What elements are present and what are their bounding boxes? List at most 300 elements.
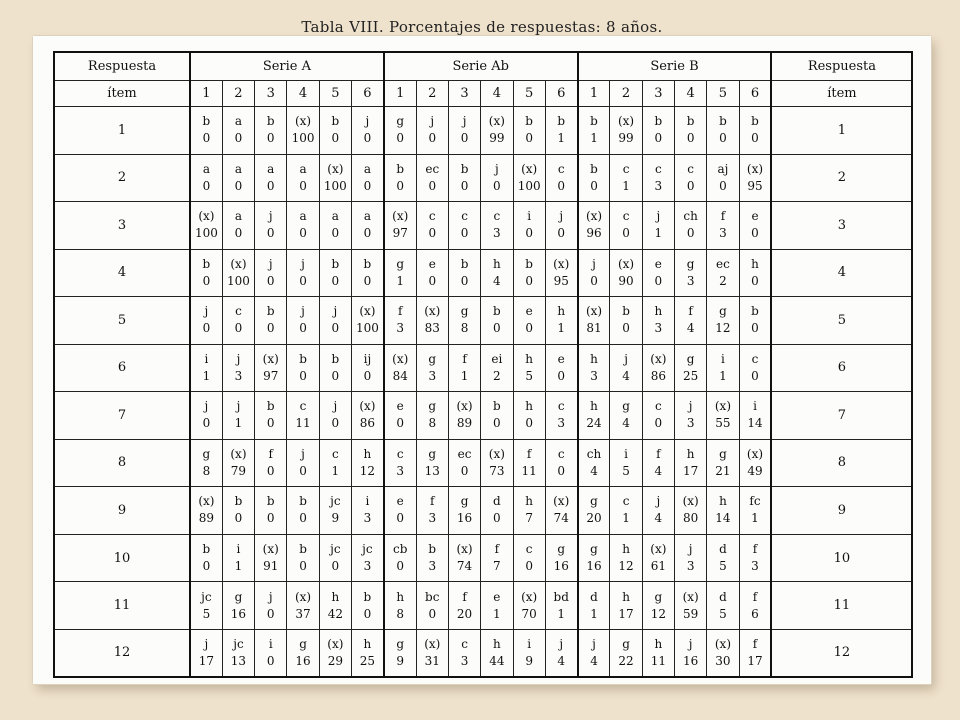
response-percent: 49 [747,463,763,478]
response-cell [319,582,351,630]
response-percent: 5 [202,606,211,621]
response-cell [642,439,674,487]
response-cell [351,534,383,582]
response-letter: (x) [230,446,247,461]
response-percent: 1 [557,321,566,336]
response-percent: 96 [586,226,602,241]
response-letter: j [559,636,564,651]
response-letter: h [557,304,566,319]
response-percent: 7 [493,559,501,574]
response-cell [416,392,448,440]
response-cell [222,154,254,202]
response-percent: 17 [618,606,634,621]
response-percent: 0 [751,368,759,383]
response-cell [675,202,707,250]
response-letter: j [333,304,338,319]
response-cell [416,297,448,345]
response-cell [448,582,480,630]
response-cell [707,249,739,297]
response-letter: h [622,589,630,604]
response-percent: 0 [460,273,469,288]
table-row [54,439,912,487]
response-letter: f [430,494,435,509]
response-percent: 1 [557,131,566,146]
item-number: 3 [642,80,674,106]
response-cell [578,202,610,250]
response-cell [578,154,610,202]
response-percent: 4 [493,273,501,288]
item-label-left: ítem [54,80,190,106]
series-header-row [54,52,912,80]
response-letter: j [656,494,661,509]
response-letter: h [590,399,598,414]
table-row [54,154,912,202]
response-letter: (x) [714,399,732,414]
response-letter: h [686,446,695,461]
response-letter: j [624,351,628,366]
response-letter: f [752,589,758,604]
response-letter: e [396,399,404,414]
response-letter: j [301,256,305,271]
response-letter: (x) [617,114,635,129]
response-cell [545,202,577,250]
response-letter: (x) [553,494,570,509]
response-cell [675,629,707,677]
item-number: 5 [319,80,351,106]
response-cell [319,439,351,487]
response-percent: 0 [751,273,759,288]
response-cell [384,154,416,202]
response-cell [255,629,287,677]
response-letter: f [720,209,726,224]
response-percent: 4 [654,463,663,478]
response-letter: b [751,114,759,129]
response-cell [448,106,480,154]
response-percent: 3 [719,226,727,241]
response-percent: 0 [234,321,243,336]
response-letter: j [592,256,596,271]
response-letter: b [590,114,598,129]
response-percent: 17 [747,653,763,668]
response-percent: 80 [683,511,699,526]
response-cell [448,629,480,677]
response-percent: 25 [359,653,376,668]
response-percent: 100 [517,178,541,193]
response-cell [481,154,513,202]
response-cell [351,249,383,297]
response-letter: ei [491,351,503,366]
response-percent: 8 [428,416,437,431]
response-cell [384,344,416,392]
response-cell [481,344,513,392]
response-percent: 0 [396,559,405,574]
response-cell [255,154,287,202]
response-letter: j [656,209,661,224]
response-percent: 0 [719,131,727,146]
response-cell [351,154,383,202]
response-letter: (x) [650,542,667,557]
row-item-number-left: 7 [54,392,190,440]
response-percent: 13 [230,653,247,668]
response-cell [578,439,610,487]
response-percent: 0 [331,416,340,431]
response-cell [707,344,739,392]
response-percent: 84 [392,368,408,383]
response-letter: c [331,446,339,461]
response-percent: 0 [654,416,663,431]
response-percent: 4 [557,653,566,668]
response-cell [416,534,448,582]
response-cell [642,106,674,154]
response-letter: cb [393,542,408,557]
response-letter: c [622,161,630,176]
response-cell [416,106,448,154]
response-letter: (x) [262,542,279,557]
response-cell [287,487,319,535]
response-percent: 0 [331,273,340,288]
response-percent: 4 [654,511,663,526]
response-cell [578,392,610,440]
response-letter: e [654,256,662,271]
response-percent: 0 [266,653,275,668]
response-percent: 0 [493,178,501,193]
series-a-header: Serie A [190,52,384,80]
response-cell [610,392,642,440]
response-letter: (x) [294,589,312,604]
response-cell [255,582,287,630]
response-percent: 97 [392,226,408,241]
item-number: 6 [739,80,771,106]
response-letter: h [396,589,405,604]
response-percent: 3 [654,178,663,193]
response-letter: g [234,589,243,604]
response-percent: 74 [553,511,569,526]
response-letter: c [622,494,630,509]
row-item-number-right: 9 [771,487,912,535]
response-letter: e [493,589,501,604]
response-cell [255,249,287,297]
response-cell [739,154,771,202]
response-letter: j [365,114,370,129]
response-table [53,51,913,678]
response-letter: b [460,161,469,176]
response-cell [610,487,642,535]
response-letter: i [624,446,628,461]
response-percent: 3 [686,559,695,574]
response-percent: 0 [234,226,243,241]
response-percent: 91 [263,559,279,574]
response-letter: e [396,494,404,509]
response-percent: 3 [654,321,663,336]
response-cell [190,534,222,582]
response-letter: h [622,542,630,557]
response-cell [578,297,610,345]
response-letter: h [525,399,534,414]
response-percent: 4 [590,463,598,478]
response-letter: g [557,542,566,557]
response-cell [707,392,739,440]
response-letter: c [557,161,565,176]
response-cell [255,439,287,487]
response-cell [675,297,707,345]
response-letter: i [527,636,532,651]
response-letter: h [363,446,372,461]
response-percent: 0 [493,511,501,526]
response-cell [287,202,319,250]
response-letter: a [234,209,243,224]
response-cell [739,297,771,345]
item-number: 5 [707,80,739,106]
response-cell [384,297,416,345]
response-letter: g [719,304,727,319]
response-percent: 1 [493,606,501,621]
response-letter: c [461,209,468,224]
row-item-number-left: 5 [54,297,190,345]
response-cell [351,297,383,345]
response-letter: a [234,161,243,176]
response-letter: j [333,399,338,414]
response-letter: g [654,589,663,604]
response-letter: j [301,446,305,461]
response-percent: 0 [363,368,372,383]
response-percent: 8 [460,321,469,336]
response-percent: 11 [650,653,666,668]
response-letter: g [622,636,630,651]
response-letter: j [430,114,435,129]
response-letter: h [654,636,663,651]
response-letter: a [299,161,307,176]
response-cell [255,297,287,345]
response-letter: j [268,209,273,224]
response-cell [190,202,222,250]
item-number: 6 [545,80,577,106]
response-letter: ec [425,161,440,176]
table-row [54,202,912,250]
response-cell [384,629,416,677]
item-number: 1 [190,80,222,106]
response-percent: 16 [230,606,247,621]
response-cell [610,439,642,487]
response-percent: 0 [493,321,501,336]
response-letter: (x) [650,351,667,366]
response-cell [287,629,319,677]
response-letter: g [686,351,695,366]
response-letter: h [331,589,340,604]
response-percent: 99 [618,131,634,146]
response-cell [707,439,739,487]
response-cell [319,392,351,440]
table-row [54,629,912,677]
response-percent: 4 [622,416,630,431]
response-percent: 97 [263,368,279,383]
response-percent: 0 [751,321,759,336]
table-row [54,534,912,582]
response-percent: 59 [683,606,699,621]
response-percent: 7 [525,511,533,526]
response-cell [190,629,222,677]
response-percent: 0 [202,416,211,431]
response-percent: 16 [295,653,311,668]
response-percent: 0 [622,226,630,241]
response-letter: c [654,161,662,176]
response-percent: 89 [456,416,473,431]
response-cell [222,202,254,250]
response-percent: 0 [428,226,437,241]
response-cell [287,249,319,297]
response-letter: (x) [521,589,538,604]
response-percent: 0 [363,178,372,193]
response-cell [642,202,674,250]
response-letter: (x) [682,494,699,509]
response-cell [287,392,319,440]
response-cell [384,534,416,582]
response-letter: ch [683,209,698,224]
response-percent: 1 [396,273,405,288]
response-cell [481,297,513,345]
response-percent: 16 [553,559,569,574]
response-letter: f [268,446,273,461]
response-percent: 0 [590,178,598,193]
response-percent: 3 [428,511,437,526]
response-percent: 86 [359,416,376,431]
response-letter: c [493,209,501,224]
response-percent: 22 [618,653,634,668]
response-cell [642,534,674,582]
response-percent: 13 [424,463,440,478]
response-cell [513,106,545,154]
response-letter: j [268,589,273,604]
response-percent: 1 [654,226,663,241]
response-percent: 0 [654,131,663,146]
response-percent: 3 [396,463,405,478]
response-cell [416,582,448,630]
response-percent: 0 [654,273,663,288]
response-letter: i [204,351,209,366]
response-letter: e [525,304,533,319]
response-cell [319,344,351,392]
document-card [33,18,931,684]
response-percent: 0 [331,131,340,146]
response-cell [610,582,642,630]
response-letter: jc [330,542,341,557]
response-percent: 0 [557,463,566,478]
response-cell [287,439,319,487]
response-percent: 1 [622,178,630,193]
response-letter: b [622,304,630,319]
response-cell [287,297,319,345]
response-letter: a [202,161,210,176]
response-percent: 0 [460,131,469,146]
response-letter: a [267,161,275,176]
response-percent: 89 [198,511,215,526]
response-letter: c [396,446,404,461]
response-letter: (x) [456,399,473,414]
response-letter: h [654,304,663,319]
response-cell [513,392,545,440]
response-cell [545,582,577,630]
response-percent: 86 [650,368,666,383]
response-letter: ij [363,351,372,366]
response-cell [255,487,287,535]
response-letter: b [363,256,372,271]
response-percent: 1 [590,131,598,146]
response-percent: 0 [363,606,372,621]
response-cell [675,154,707,202]
response-percent: 0 [428,178,437,193]
row-item-number-left: 11 [54,582,190,630]
response-letter: f [462,589,467,604]
response-letter: (x) [327,161,344,176]
response-percent: 3 [428,368,437,383]
response-percent: 55 [715,416,731,431]
response-percent: 11 [521,463,537,478]
response-letter: (x) [488,446,505,461]
item-number: 5 [513,80,545,106]
row-item-number-right: 1 [771,106,912,154]
row-item-number-left: 9 [54,487,190,535]
response-percent: 0 [590,273,598,288]
response-cell [739,487,771,535]
response-cell [545,439,577,487]
response-letter: jc [362,542,373,557]
response-percent: 1 [202,368,211,383]
response-letter: a [299,209,307,224]
response-cell [481,629,513,677]
response-letter: b [751,304,759,319]
response-percent: 1 [234,416,243,431]
item-number: 3 [448,80,480,106]
response-cell [675,534,707,582]
response-cell [351,487,383,535]
response-percent: 5 [525,368,533,383]
response-percent: 0 [299,463,307,478]
response-cell [642,487,674,535]
response-cell [222,392,254,440]
response-cell [255,106,287,154]
response-cell [190,487,222,535]
response-cell [578,629,610,677]
response-letter: g [622,399,630,414]
response-percent: 11 [295,416,311,431]
response-cell [319,202,351,250]
response-letter: (x) [294,114,312,129]
response-percent: 74 [456,559,473,574]
response-letter: f [752,636,758,651]
response-letter: c [235,304,242,319]
response-letter: b [493,304,501,319]
response-cell [610,249,642,297]
response-percent: 0 [363,131,372,146]
response-cell [448,297,480,345]
response-cell [351,629,383,677]
response-cell [739,534,771,582]
response-cell [319,629,351,677]
response-cell [707,582,739,630]
response-percent: 0 [202,273,211,288]
response-letter: i [753,399,757,414]
response-percent: 14 [747,416,763,431]
response-letter: jc [233,636,244,651]
response-percent: 5 [719,606,727,621]
row-item-number-right: 10 [771,534,912,582]
response-percent: 30 [715,653,731,668]
response-percent: 0 [266,416,275,431]
response-letter: j [204,636,209,651]
response-letter: jc [330,494,341,509]
response-cell [287,154,319,202]
response-cell [448,439,480,487]
response-letter: g [396,636,405,651]
